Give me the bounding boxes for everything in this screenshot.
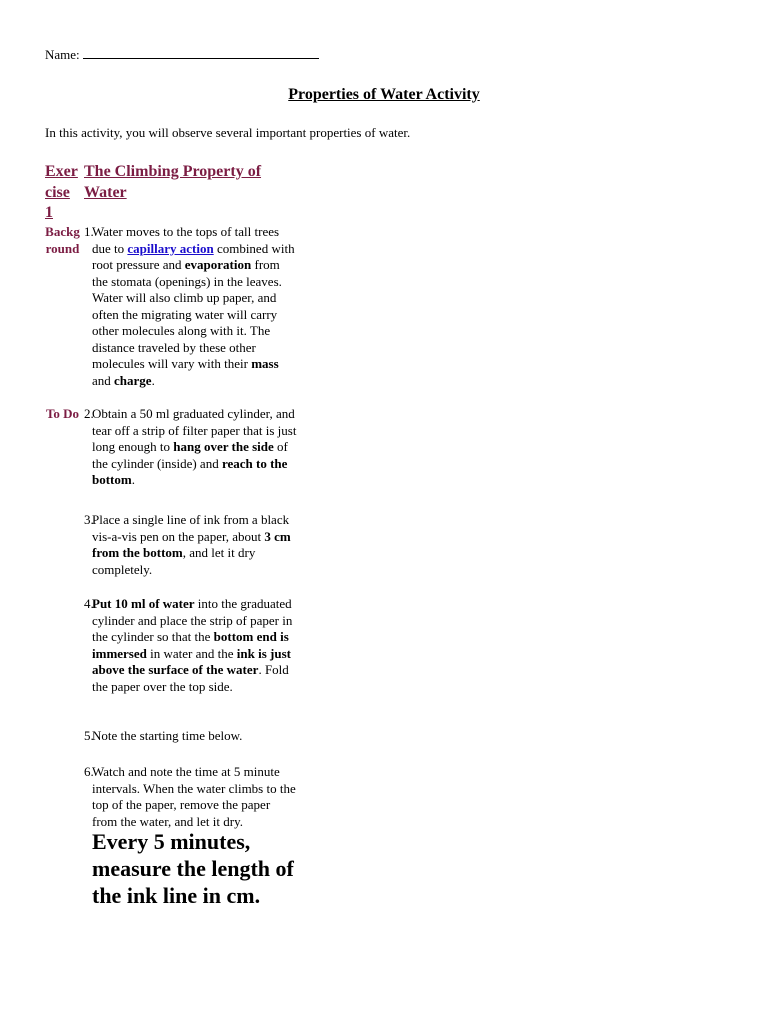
step-number: 2. [84,406,94,421]
exercise-label: Exercise 1 [45,163,78,221]
measurement-callout: Every 5 minutes, measure the length of the ink line in cm. [92,829,294,908]
capillary-action-link[interactable]: capillary action [127,240,214,256]
step-text: Obtain a 50 ml graduated cylinder, and tear off a strip of filter paper that is just long enough to hang over the side of the cylinder (inside) and reach to the bottom. [92,406,297,487]
step-text: Watch and note the time at 5 minute intervals. When the water climbs to the top of the paper, remove the paper from the water, and let it dry. [92,764,296,829]
step-text: Place a single line of ink from a black vis-a-vis pen on the paper, about 3 cm from the bottom, and let it dry completely. [92,512,291,577]
step-number: 4. [84,596,94,611]
name-label: Name: [45,47,80,62]
step-number: 3. [84,512,94,527]
todo-label: To Do [45,406,80,421]
name-line [45,46,319,63]
background-label: Background [45,224,80,256]
step-number: 5. [84,728,94,743]
step-text: Note the starting time below. [92,728,243,743]
intro-text: In this activity, you will observe several important properties of water. [45,125,411,140]
step-text: Put 10 ml of water into the graduated cylinder and place the strip of paper in the cylinder so that the bottom end is immersed in water and the ink is just above the surface of the water. Fold the paper over the top side. [92,596,293,694]
name-blank [83,46,319,59]
step-number: 1. [84,224,94,239]
page-title: Properties of Water Activity [288,86,480,103]
step-number: 6. [84,764,94,779]
step-text: Water moves to the tops of tall trees due to capillary action combined with root pressure and evaporation from the stomata (openings) in the leaves. Water will also climb up paper, and often the migrating water will carry other molecules along with it. The distance traveled by these other molecules will vary with their mass and charge. [92,224,295,388]
exercise-title: The Climbing Property of Water [84,163,262,201]
